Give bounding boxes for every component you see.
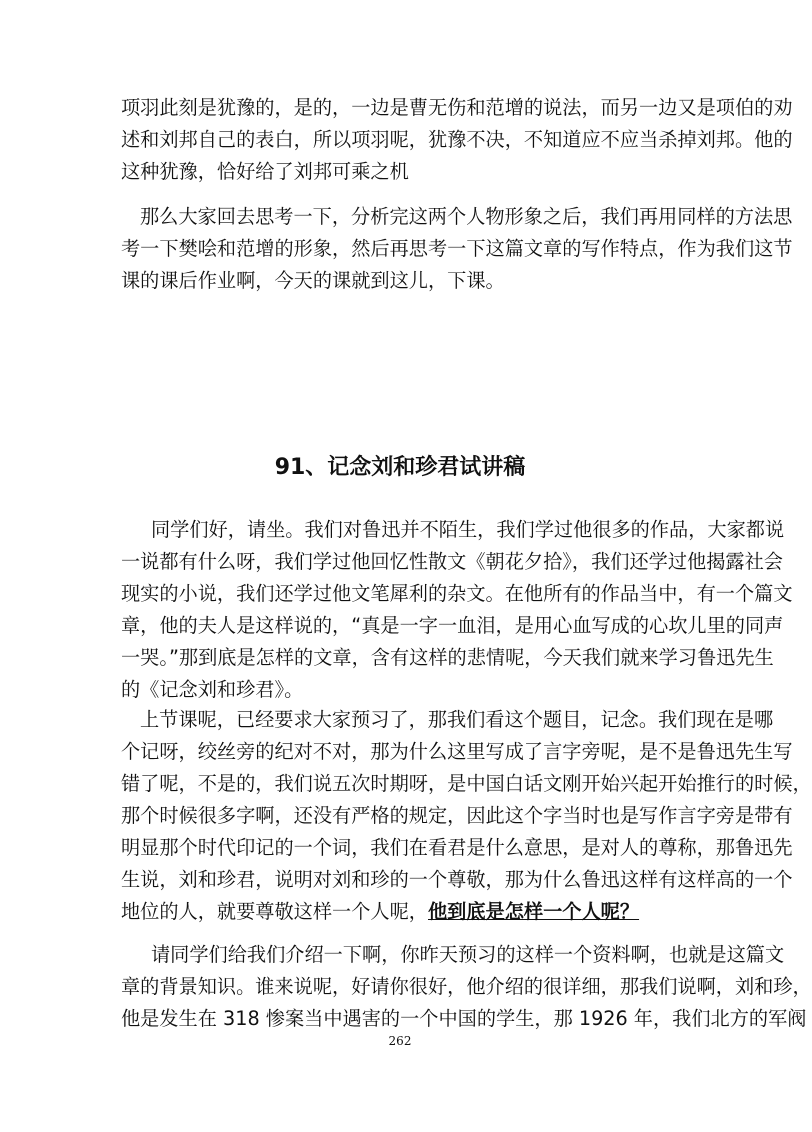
text-line: 那么大家回去思考一下，分析完这两个人物形象之后，我们再用同样的方法思 — [140, 205, 793, 228]
text-line: 这种犹豫，恰好给了刘邦可乘之机 — [121, 160, 409, 183]
text-line: 现实的小说，我们还学过他文笔犀利的杂文。在他所有的作品当中，有一个篇文 — [121, 582, 793, 605]
paragraph-3 — [121, 939, 812, 1035]
text-line: 考一下樊哙和范增的形象，然后再思考一下这篇文章的写作特点，作为我们这节 — [121, 237, 793, 260]
paragraph-prev-2 — [121, 201, 793, 297]
text-line: 一哭。”那到底是怎样的文章，含有这样的悲情呢，今天我们就来学习鲁迅先生 — [121, 646, 774, 669]
text-line: 述和刘邦自己的表白，所以项羽呢，犹豫不决，不知道应不应当杀掉刘邦。他的 — [121, 128, 793, 151]
text-line: 生说，刘和珍君，说明对刘和珍的一个尊敬，那为什么鲁迅这样有这样高的一个 — [121, 868, 793, 891]
page-number: 262 — [388, 1034, 412, 1048]
emphasized-question: 他到底是怎样一个人呢？ — [428, 900, 640, 923]
text-line: 个记呀，绞丝旁的纪对不对，那为什么这里写成了言字旁呢，是不是鲁迅先生写 — [121, 740, 793, 763]
text-line: 他是发生在 318 惨案当中遇害的一个中国的学生，那 1926 年，我们北方的军阀 — [121, 1007, 807, 1030]
text-line: 上节课呢，已经要求大家预习了，那我们看这个题目，记念。我们现在是哪 — [140, 708, 774, 731]
text-line: 请同学们给我们介绍一下啊，你昨天预习的这样一个资料啊，也就是这篇文 — [151, 943, 785, 966]
text-line: 章，他的夫人是这样说的，“真是一字一血泪，是用心血写成的心坎儿里的同声 — [121, 614, 784, 637]
paragraph-1 — [121, 514, 793, 706]
text-line — [121, 896, 687, 928]
text-line: 项羽此刻是犹豫的，是的，一边是曹无伤和范增的说法，而另一边又是项伯的劝 — [121, 96, 793, 119]
text-line: 明显那个时代印记的一个词，我们在看君是什么意思，是对人的尊称，那鲁迅先 — [121, 836, 793, 859]
text-line: 章的背景知识。谁来说呢，好请你很好，他介绍的很详细，那我们说啊，刘和珍， — [121, 975, 812, 998]
section-title: 91、记念刘和珍君试讲稿 — [274, 455, 526, 480]
text-line-plain: 地位的人，就要尊敬这样一个人呢， — [121, 900, 428, 923]
text-line: 的《记念刘和珍君》。 — [121, 678, 304, 701]
text-line: 那个时候很多字啊，还没有严格的规定，因此这个字当时也是写作言字旁是带有 — [121, 804, 793, 827]
paragraph-2 — [121, 704, 812, 928]
paragraph-prev-1 — [121, 92, 793, 188]
text-line: 错了呢，不是的，我们说五次时期呀，是中国白话文刚开始兴起开始推行的时候， — [121, 772, 812, 795]
text-line: 一说都有什么呀，我们学过他回忆性散文《朝花夕拾》，我们还学过他揭露社会 — [121, 550, 783, 573]
text-line: 课的课后作业啊，今天的课就到这儿，下课。 — [121, 269, 505, 292]
text-line: 同学们好，请坐。我们对鲁迅并不陌生，我们学过他很多的作品，大家都说 — [151, 518, 785, 541]
